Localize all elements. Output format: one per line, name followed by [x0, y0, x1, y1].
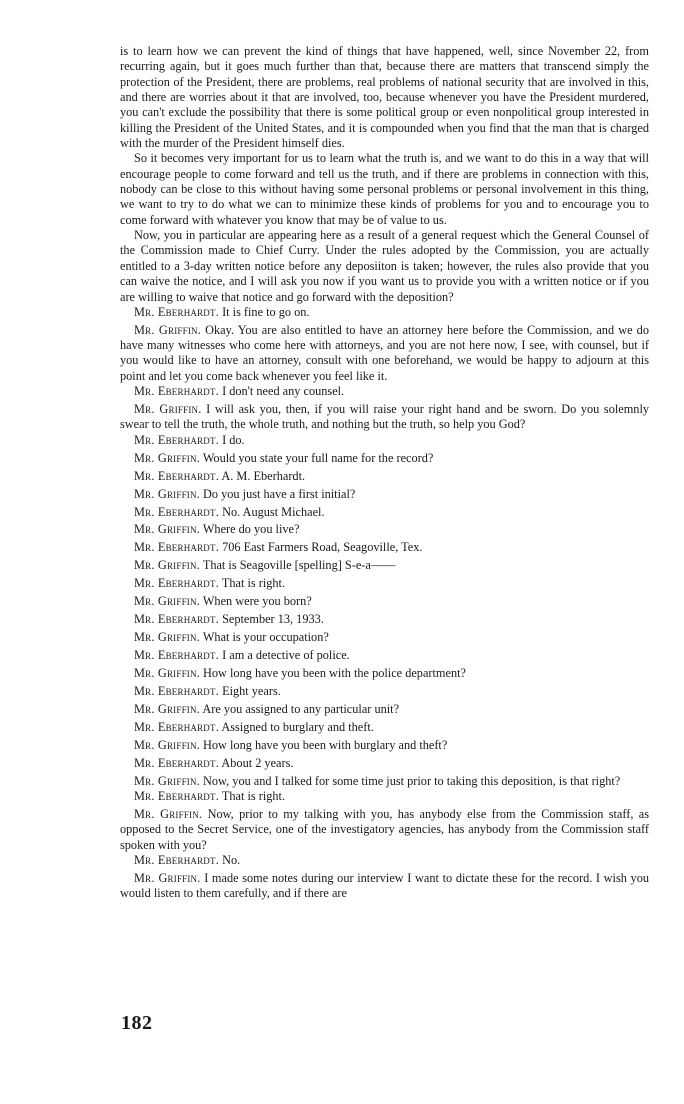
speaker-name: Mr. Eberhardt.: [134, 852, 219, 867]
dialogue-text: I made some notes during our interview I want to dictate these for the record. I wish you would listen to them carefully, and if there are: [120, 870, 650, 901]
speaker-name: Mr. Eberhardt.: [134, 683, 219, 698]
dialogue-text: Okay. You are also entitled to have an attorney here before the Commission, and we do have many witnesses who come here with attorneys, and you are not here now, I see, with counsel, but if you would like to have an attorney, consult with one beforehand, we would be happy to adjourn at this point and let you come back whenever you feel like it.: [120, 322, 649, 383]
dialogue-line: [120, 384, 649, 399]
dialogue-line: [120, 469, 649, 484]
speaker-name: Mr. Eberhardt.: [134, 384, 219, 399]
dialogue-text: September 13, 1933.: [222, 612, 324, 627]
dialogue-line: [120, 558, 649, 573]
paragraph: is to learn how we can prevent the kind of things that have happened, well, since November 22, from recurring again, but it goes much further than that, because there are matters that transcend simply the protection of the President, there are problems, real problems of national security that are involved in this, and there are worries about it that are involved, too, because whenever you have the President murdered, you can't exclude the possibility that there is some political group or even nonpolitical group interested in killing the President of the United States, and it is compounded when you find that the man that is charged with the murder of the President himself dies.: [120, 44, 649, 151]
speaker-name: Mr. Griffin.: [134, 630, 200, 645]
speaker-name: Mr. Griffin.: [134, 322, 201, 337]
dialogue-text: That is Seagoville [spelling] S-e-a——: [202, 558, 396, 573]
dialogue-line: [120, 774, 649, 789]
dialogue-line: [120, 648, 649, 663]
dialogue-line: [120, 702, 649, 717]
speaker-name: Mr. Eberhardt.: [134, 755, 219, 770]
dialogue-text: No. August Michael.: [222, 504, 325, 519]
dialogue-line: [120, 756, 649, 771]
dialogue-text: I don't need any counsel.: [222, 384, 345, 399]
speaker-name: Mr. Griffin.: [134, 701, 200, 716]
dialogue-text: Now, prior to my talking with you, has anybody else from the Commission staff, as opposed to the Secret Service, one of the investigatory agencies, has anybody from the Commission staff spoken with you?: [120, 806, 650, 852]
speaker-name: Mr. Eberhardt.: [134, 540, 219, 555]
dialogue-text: How long have you been with the police department?: [203, 665, 466, 680]
speaker-name: Mr. Eberhardt.: [134, 468, 219, 483]
speaker-name: Mr. Griffin.: [134, 870, 201, 885]
dialogue-text: That is right.: [221, 576, 286, 591]
dialogue-text: About 2 years.: [221, 755, 294, 770]
dialogue-text: I will ask you, then, if you will raise your right hand and be sworn. Do you solemnly swear to tell the truth, the whole truth, and nothing but the truth, so help you God?: [120, 402, 650, 432]
dialogue-text: When were you born?: [202, 594, 312, 609]
dialogue-line: [120, 505, 649, 520]
dialogue-line: [120, 451, 649, 466]
speaker-name: Mr. Griffin.: [134, 806, 203, 821]
dialogue-text: Where do you live?: [202, 522, 300, 537]
speaker-name: Mr. Eberhardt.: [134, 612, 219, 627]
speaker-name: Mr. Griffin.: [134, 558, 200, 573]
dialogue-line: [120, 305, 649, 320]
speaker-name: Mr. Griffin.: [134, 522, 200, 537]
dialogue-line: [120, 433, 649, 448]
dialogue-line: [120, 738, 649, 753]
dialogue-text: Now, you and I talked for some time just prior to taking this deposition, is that right?: [203, 773, 621, 788]
speaker-name: Mr. Eberhardt.: [134, 504, 219, 519]
speaker-name: Mr. Eberhardt.: [134, 432, 219, 447]
dialogue-line: [120, 402, 649, 433]
speaker-name: Mr. Griffin.: [134, 665, 200, 680]
dialogue-text: I do.: [222, 432, 245, 447]
dialogue-line: [120, 540, 649, 555]
dialogue-line: [120, 594, 649, 609]
dialogue-line: [120, 612, 649, 627]
speaker-name: Mr. Griffin.: [134, 450, 200, 465]
paragraph: Now, you in particular are appearing here as a result of a general request which the General Counsel of the Commission made to Chief Curry. Under the rules adopted by the Commission, you are actually entitled to a 3-day written notice before any deposiiton is taken; however, the rules also provide that you can waive the notice, and I will ask you now if you want us to provide you with a written notice or if you are willing to waive that notice and go forward with the deposition?: [120, 228, 649, 304]
dialogue-text: Would you state your full name for the record?: [202, 450, 434, 465]
dialogue-line: [120, 522, 649, 537]
speaker-name: Mr. Eberhardt.: [134, 648, 219, 663]
deposition-text: [120, 44, 649, 902]
dialogue-text: No.: [222, 852, 241, 867]
dialogue-line: [120, 323, 649, 384]
speaker-name: Mr. Eberhardt.: [134, 576, 219, 591]
page-number: 182: [121, 1012, 153, 1034]
dialogue-line: [120, 871, 649, 902]
dialogue-line: [120, 720, 649, 735]
speaker-name: Mr. Griffin.: [134, 594, 200, 609]
dialogue-text: Are you assigned to any particular unit?: [202, 701, 400, 716]
speaker-name: Mr. Griffin.: [134, 737, 200, 752]
dialogue-line: [120, 576, 649, 591]
dialogue-text: How long have you been with burglary and theft?: [203, 737, 448, 752]
dialogue-line: [120, 684, 649, 699]
speaker-name: Mr. Eberhardt.: [134, 788, 219, 803]
dialogue-list: [120, 305, 649, 902]
dialogue-line: [120, 853, 649, 868]
speaker-name: Mr. Eberhardt.: [134, 719, 219, 734]
dialogue-text: What is your occupation?: [202, 630, 329, 645]
dialogue-line: [120, 789, 649, 804]
dialogue-text: I am a detective of police.: [222, 648, 350, 663]
dialogue-text: Do you just have a first initial?: [203, 486, 356, 501]
dialogue-line: [120, 666, 649, 681]
dialogue-text: A. M. Eberhardt.: [221, 468, 306, 483]
speaker-name: Mr. Griffin.: [134, 773, 200, 788]
speaker-name: Mr. Eberhardt.: [134, 304, 219, 319]
dialogue-text: Assigned to burglary and theft.: [221, 719, 374, 734]
speaker-name: Mr. Griffin.: [134, 402, 202, 417]
dialogue-line: [120, 630, 649, 645]
dialogue-text: It is fine to go on.: [222, 304, 310, 319]
paragraph: So it becomes very important for us to learn what the truth is, and we want to do this in a way that will encourage people to come forward and tell us the truth, and if there are problems in connection with this, nobody can be close to this without having some personal problems or personal involvement in this thing, we want to try to do what we can to minimize these kinds of problems for you and to encourage you to come forward with whatever you know that may be of value to us.: [120, 151, 649, 227]
dialogue-text: Eight years.: [222, 683, 281, 698]
dialogue-line: [120, 807, 649, 853]
dialogue-line: [120, 487, 649, 502]
dialogue-text: 706 East Farmers Road, Seagoville, Tex.: [222, 540, 423, 555]
speaker-name: Mr. Griffin.: [134, 486, 200, 501]
dialogue-text: That is right.: [221, 788, 286, 803]
